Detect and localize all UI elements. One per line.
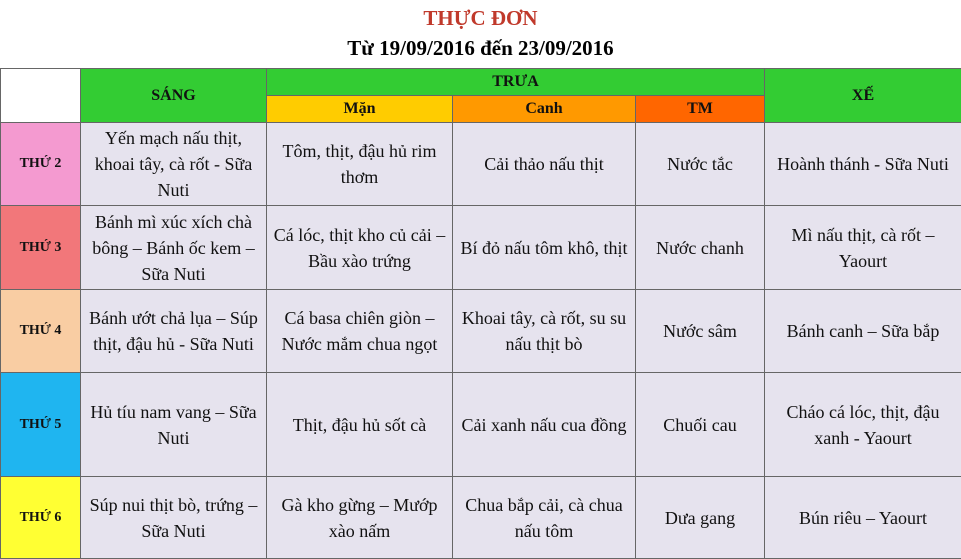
meal-cell-sang: Bánh ướt chả lụa – Súp thịt, đậu hủ - Sữa Nuti: [81, 290, 267, 373]
day-label: THỨ 3: [1, 206, 81, 290]
menu-title: THỰC ĐƠN: [0, 4, 961, 32]
meal-cell-tm: Dưa gang: [636, 477, 765, 559]
header-tm: TM: [636, 96, 765, 123]
menu-table: [0, 68, 961, 559]
meal-cell-man: Cá lóc, thịt kho củ cải – Bầu xào trứng: [267, 206, 453, 290]
meal-cell-man: Thịt, đậu hủ sốt cà: [267, 373, 453, 477]
table-row: [1, 290, 961, 373]
corner-cell: [1, 69, 81, 123]
table-row: [1, 206, 961, 290]
meal-cell-tm: Nước chanh: [636, 206, 765, 290]
menu-body: [1, 123, 961, 559]
day-label: THỨ 5: [1, 373, 81, 477]
header-canh: Canh: [453, 96, 636, 123]
meal-cell-tm: Nước tắc: [636, 123, 765, 206]
meal-cell-sang: Yến mạch nấu thịt, khoai tây, cà rốt - Sữa Nuti: [81, 123, 267, 206]
day-label: THỨ 2: [1, 123, 81, 206]
day-label: THỨ 6: [1, 477, 81, 559]
header-xe: XẾ: [765, 69, 961, 123]
table-row: [1, 373, 961, 477]
meal-cell-man: Tôm, thịt, đậu hủ rim thơm: [267, 123, 453, 206]
header-trua: TRƯA: [267, 69, 765, 96]
header-man: Mặn: [267, 96, 453, 123]
meal-cell-tm: Chuối cau: [636, 373, 765, 477]
meal-cell-canh: Bí đỏ nấu tôm khô, thịt: [453, 206, 636, 290]
meal-cell-xe: Bánh canh – Sữa bắp: [765, 290, 961, 373]
meal-cell-canh: Cải xanh nấu cua đồng: [453, 373, 636, 477]
meal-cell-sang: Súp nui thịt bò, trứng – Sữa Nuti: [81, 477, 267, 559]
date-range: Từ 19/09/2016 đến 23/09/2016: [0, 33, 961, 63]
meal-cell-man: Cá basa chiên giòn –Nước mắm chua ngọt: [267, 290, 453, 373]
day-label: THỨ 4: [1, 290, 81, 373]
meal-cell-canh: Khoai tây, cà rốt, su su nấu thịt bò: [453, 290, 636, 373]
meal-cell-xe: Cháo cá lóc, thịt, đậu xanh - Yaourt: [765, 373, 961, 477]
meal-cell-canh: Chua bắp cải, cà chua nấu tôm: [453, 477, 636, 559]
table-row: [1, 477, 961, 559]
table-row: [1, 123, 961, 206]
meal-cell-tm: Nước sâm: [636, 290, 765, 373]
header-sang: SÁNG: [81, 69, 267, 123]
meal-cell-sang: Bánh mì xúc xích chà bông – Bánh ốc kem – Sữa Nuti: [81, 206, 267, 290]
meal-cell-xe: Hoành thánh - Sữa Nuti: [765, 123, 961, 206]
meal-cell-sang: Hủ tíu nam vang – Sữa Nuti: [81, 373, 267, 477]
meal-cell-man: Gà kho gừng – Mướp xào nấm: [267, 477, 453, 559]
meal-cell-canh: Cải thảo nấu thịt: [453, 123, 636, 206]
meal-cell-xe: Bún riêu – Yaourt: [765, 477, 961, 559]
meal-cell-xe: Mì nấu thịt, cà rốt – Yaourt: [765, 206, 961, 290]
